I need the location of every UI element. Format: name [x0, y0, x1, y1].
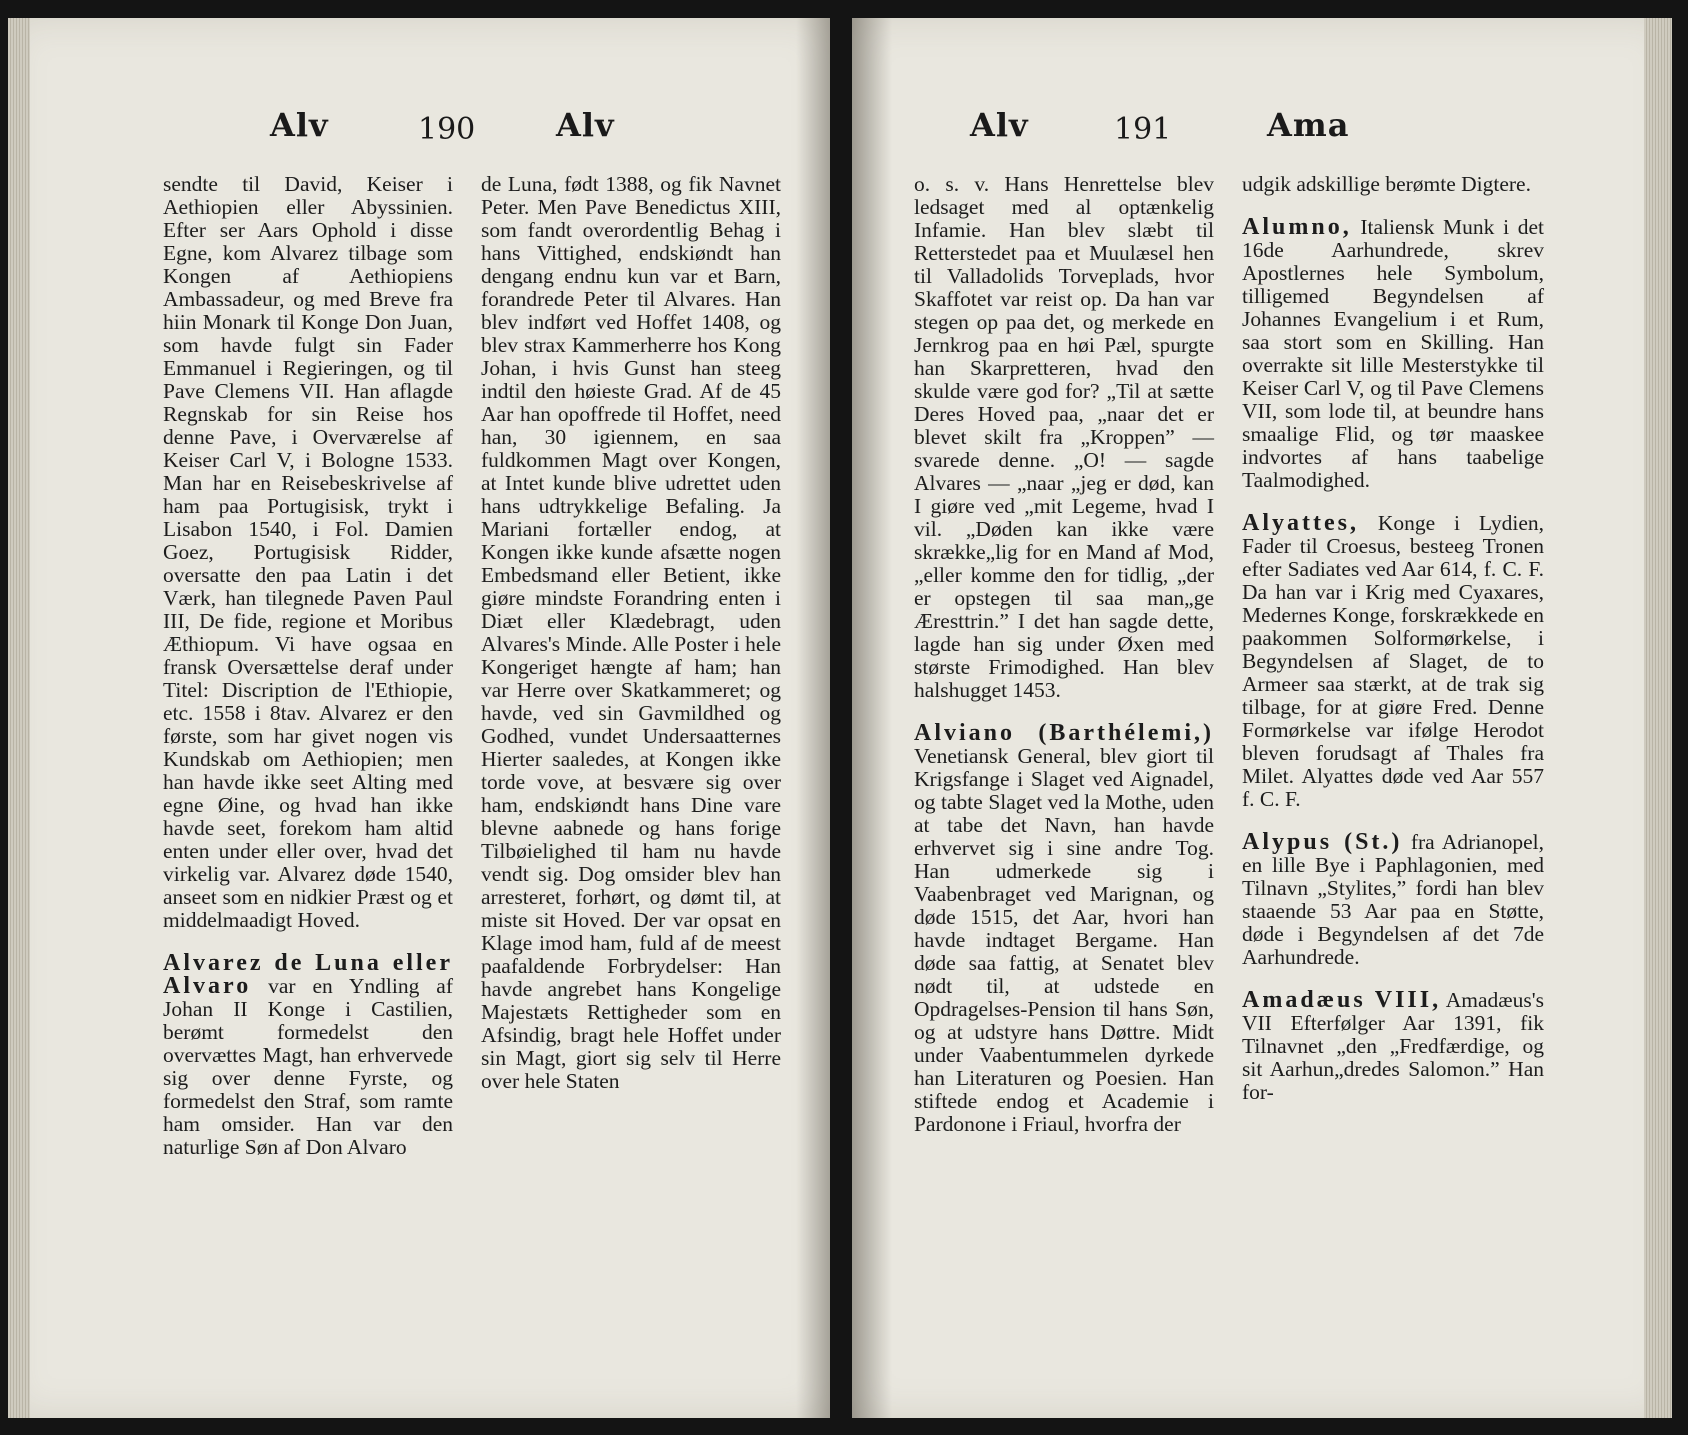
left-column-1 [163, 173, 453, 1159]
left-page-number: 190 [418, 112, 476, 147]
entry-amadaeus [1242, 989, 1544, 1104]
entry-alviano [914, 722, 1214, 1136]
entry-lemma: Amadæus VIII, [1242, 987, 1442, 1013]
entry-text: udgik adskillige berømte Digtere. [1242, 172, 1531, 196]
entry-lemma: Alypus (St.) [1242, 829, 1403, 855]
right-header-word-left: Alv [970, 106, 1029, 144]
entry-text: de Luna, født 1388, og fik Navnet Peter. Men Pave Benedictus XIII, som fandt overordentlig Behag i hans Vittighed, endskiøndt han dengang endnu kun var et Barn, forandrede Peter til Alvares. Han blev indført ved Hoffet 1408, og blev strax Kammerherre hos Kong Johan, i hvis Gunst han steeg indtil den høieste Grad. Af de 45 Aar han opoffrede til Hoffet, need han, 30 igiennem, en saa fuldkommen Magt over Kongen, at Intet kunde blive udrettet uden hans udtrykkelige Befaling. Ja Mariani fortæller endog, at Kongen ikke kunde afsætte nogen Embedsmand eller Betient, ikke giøre mindste Forandring enten i Diæt eller Klædebragt, uden Alvares's Minde. Alle Poster i hele Kongeriget hængte af ham; han var Herre over Skatkammeret; og havde, ved sin Gavmildhed og Godhed, vundet Undersaatternes Hierter saaledes, at Kongen ikke torde vove, at besvære sig over ham, endskiøndt hans Dine vare blevne aabnede og hans forige Tilbøielighed til ham nu havde vendt sig. Dog omsider blev han arresteret, forhørt, og dømt til, at miste sit Hoved. Der var opsat en Klage imod ham, fuld af de meest paafaldende Forbrydelser: Han havde angrebet hans Kongelige Majestæts Rettigheder som en Afsindig, bragt hele Hoffet under sin Magt, giort sig selv til Herre over hele Staten [481, 172, 781, 1093]
entry-text: Venetiansk General, blev giort til Krigsfange i Slaget ved Aignadel, og tabte Slaget ved la Mothe, uden at tabe det Navn, han havde erhvervet sig i sine andre Tog. Han udmerkede sig i Vaabenbraget ved Marignan, og døde 1515, det Aar, hvori han havde indtaget Bergame. Han døde saa fattig, at Senatet blev nødt til, at udstede en Opdragelses-Pension til hans Søn, og at udstyre hans Døttre. Midt under Vaabentummelen dyrkede han Literaturen og Poesien. Han stiftede endog et Academie i Pardonone i Friaul, hvorfra der [914, 744, 1214, 1136]
entry-lemma: Alviano (Barthélemi,) [914, 720, 1214, 746]
entry-text: Amadæus's VII Efterfølger Aar 1391, fik Tilnavnet „den „Fredfærdige, og sit Aarhun„dredes Salomon.” Han for- [1242, 988, 1544, 1104]
entry-alyattes [1242, 512, 1544, 811]
right-column-2 [1242, 173, 1544, 1104]
right-column-1 [914, 173, 1214, 1136]
right-page-number: 191 [1114, 112, 1172, 147]
entry-text: o. s. v. Hans Henrettelse blev ledsaget med al optænkelig Infamie. Han blev slæbt til Retterstedet paa et Muulæsel hen til Valladolids Torveplads, hvor Skaffotet var reist op. Da han var stegen op paa det, og merkede en Jernkrog paa en høi Pæl, spurgte han Skarpretteren, hvad den skulde være god for? „Til at sætte Deres Hoved paa, „naar det er blevet skilt fra „Kroppen” — svarede denne. „O! — sagde Alvares — „naar „jeg er død, kan I giøre ved „mit Legeme, hvad I vil. „Døden kan ikke være skrække„lig for en Mand af Mod, „eller komme den for tidlig, „der er opstegen til saa man„ge Æresttrin.” I det han sagde dette, lagde han sig under Øxen med største Frimodighed. Han blev halshugget 1453. [914, 172, 1214, 702]
entry-lemma: Alyattes, [1242, 510, 1359, 536]
entry-text: Italiensk Munk i det 16de Aarhundrede, skrev Apostlernes hele Symbolum, tilligemed Begyndelsen af Johannes Evangelium i et Rum, saa stort som en Skilling. Han overrakte sit lille Mesterstykke til Keiser Carl V, og til Pave Clemens VII, som lode til, at beundre hans smaalige Flid, og tør maaskee indvortes af hans taabelige Taalmodighed. [1242, 215, 1544, 492]
entry-lemma: Alumno, [1242, 214, 1352, 240]
entry-alvarez-de-luna [163, 952, 453, 1159]
left-column-2 [481, 173, 781, 1093]
entry-text: var en Yndling af Johan II Konge i Castilien, berømt formedelst den overvættes Magt, han erhvervede sig over denne Fyrste, og formedelst den Straf, som ramte ham omsider. Han var den naturlige Søn af Don Alvaro [163, 974, 453, 1159]
left-page [8, 18, 830, 1418]
entry-text: sendte til David, Keiser i Aethiopien eller Abyssinien. Efter ser Aars Ophold i disse Egne, kom Alvarez tilbage som Kongen af Aethiopiens Ambassadeur, og med Breve fra hiin Monark til Konge Don Juan, som havde fulgt sin Fader Emmanuel i Regieringen, og til Pave Clemens VII. Han aflagde Regnskab for sin Reise hos denne Pave, i Overværelse af Keiser Carl V, i Bologne 1533. Man har en Reisebeskrivelse af ham paa Portugisisk, trykt i Lisabon 1540, i Fol. Damien Goez, Portugisisk Ridder, oversatte den paa Latin i det Værk, han tilegnede Paven Paul III, De fide, regione et Moribus Æthiopum. Vi have ogsaa en fransk Oversættelse deraf under Titel: Discription de l'Ethiopie, etc. 1558 i 8tav. Alvarez er den første, som har givet nogen vis Kundskab om Aethiopien; men han havde ikke seet Alting med egne Øine, og hvad han ikke havde seet, forekom ham altid enten under eller over, hvad det virkelig var. Alvarez døde 1540, anseet som en nidkier Præst og et middelmaadigt Hoved. [163, 172, 453, 932]
entry-alumno [1242, 216, 1544, 492]
left-header-word-left: Alv [270, 106, 329, 144]
entry-text: Konge i Lydien, Fader til Croesus, besteeg Tronen efter Sadiates ved Aar 614, f. C. F. Da han var i Krig med Cyaxares, Medernes Konge, forskrækkede en paakommen Solformørkelse, i Begyndelsen af Slaget, de to Armeer saa stærkt, at de trak sig tilbage, for at giøre Fred. Denne Formørkelse var ifølge Herodot bleven forudsagt af Thales fra Milet. Alyattes døde ved Aar 557 f. C. F. [1242, 511, 1544, 811]
entry-lemma: Alvarez de Luna eller Alvaro [163, 950, 453, 999]
entry-alypus [1242, 831, 1544, 969]
right-page [852, 18, 1672, 1418]
right-header-word-right: Ama [1267, 106, 1350, 144]
left-header-word-right: Alv [556, 106, 615, 144]
entry-text: fra Adrianopel, en lille Bye i Paphlagonien, med Tilnavn „Stylites,” fordi han blev staaende 53 Aar paa en Støtte, døde i Begyndelsen af det 7de Aarhundrede. [1242, 830, 1544, 969]
